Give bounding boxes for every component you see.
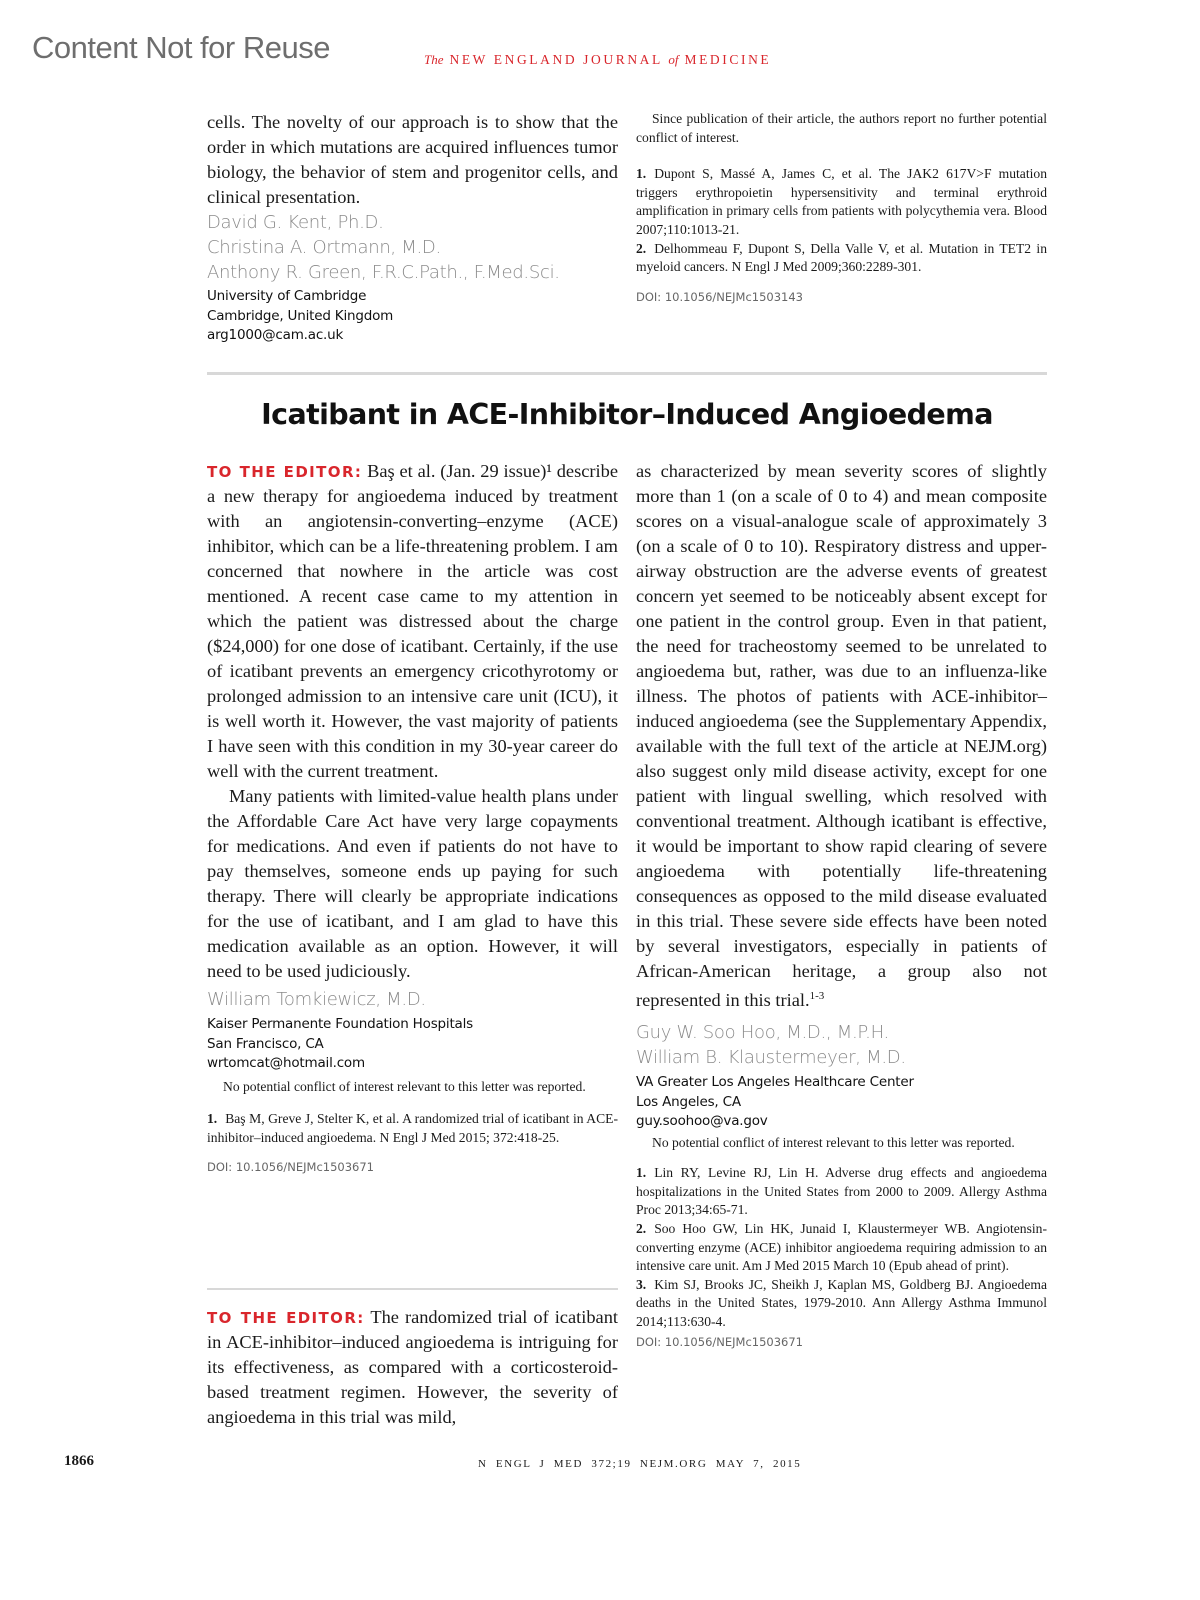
prev-letter-right (636, 110, 1047, 305)
affiliation: VA Greater Los Angeles Healthcare Center (636, 1074, 914, 1091)
reference-item (636, 240, 1047, 277)
conflict-statement: No potential conflict of interest relevant to this letter was reported. (223, 1078, 586, 1094)
ref-text: Baş M, Greve J, Stelter K, et al. A randomized trial of icatibant in ACE-inhibitor–induced angioedema. N Engl J Med 2015; 372:418-25. (207, 1111, 618, 1145)
author: Guy W. Soo Hoo, M.D., M.P.H. (636, 1022, 889, 1044)
conflict-statement: Since publication of their article, the authors report no further potential conflict of interest. (636, 111, 1047, 145)
doi: DOI: 10.1056/NEJMc1503671 (207, 1160, 374, 1175)
citation-superscript: 1-3 (809, 990, 825, 1002)
reference-item (636, 1276, 1047, 1332)
to-the-editor-label: TO THE EDITOR: (207, 1309, 365, 1327)
footer-citation (478, 1458, 801, 1470)
affiliation: San Francisco, CA (207, 1035, 324, 1052)
ref-number: 1. (636, 1165, 647, 1181)
letter-1 (207, 459, 618, 1175)
paragraph-text: Baş et al. (Jan. 29 issue)¹ describe a new therapy for angioedema induced by treatment with an angiotensin-converting–enzyme (ACE) inhibitor, which can be a life-threatening problem. I am concerned that nowhere in the article was cost mentioned. A recent case came to my attention in which the patient was distressed about the charge ($24,000) for one dose of icatibant. Certainly, if the use of icatibant prevents an emergency cricothyrotomy or prolonged admission to an intensive care unit (ICU), it is well worth it. However, the vast majority of patients I have seen with this condition in my 30-year career do well with the current treatment. (207, 461, 618, 781)
journal-name-1: NEW ENGLAND JOURNAL (449, 52, 663, 67)
author: Christina A. Ortmann, M.D. (207, 237, 441, 258)
email-link[interactable]: wrtomcat@hotmail.com (207, 1055, 365, 1071)
affiliation: University of Cambridge (207, 288, 367, 304)
article-title: Icatibant in ACE-Inhibitor–Induced Angioedema (261, 398, 993, 431)
author: Anthony R. Green, F.R.C.Path., F.Med.Sci. (207, 262, 560, 283)
ref-number: 2. (636, 1221, 647, 1236)
reference-item (636, 1220, 1047, 1276)
email-link[interactable]: guy.soohoo@va.gov (636, 1113, 768, 1130)
prev-letter-text: cells. The novelty of our approach is to show that the order in which mutations are acquired influences tumor biology, the behavior of stem and progenitor cells, and clinical presentation. (207, 112, 618, 207)
ref-text: Delhommeau F, Dupont S, Della Valle V, et al. Mutation in TET2 in myeloid cancers. N Engl J Med 2009;360:2289-301. (636, 240, 1047, 275)
reference-item (636, 1164, 1047, 1220)
ref-text: Dupont S, Massé A, James C, et al. The JAK2 617V>F mutation triggers erythropoietin hypersensitivity and terminal erythroid amplification in primary cells from patients with polycythemia vera. Blood 2007;110:1013-21. (636, 166, 1047, 237)
ref-text: Soo Hoo GW, Lin HK, Junaid I, Klaustermeyer WB. Angiotensin-converting enzyme (ACE) inhibitor angioedema requiring admission to an intensive care unit. Am J Med 2015 March 10 (Epub ahead of print). (636, 1221, 1047, 1274)
footer-site: NEJM.ORG (639, 1458, 708, 1470)
ref-number: 1. (207, 1111, 218, 1127)
journal-header (424, 52, 771, 68)
footer-date: MAY 7, 2015 (715, 1458, 802, 1470)
watermark: Content Not for Reuse (32, 30, 330, 65)
ref-number: 1. (636, 166, 647, 182)
letter-paragraph: Many patients with limited-value health plans under the Affordable Care Act have very large copayments for medications. And even if patients do not have to pay themselves, someone ends up paying for such therapy. There will clearly be appropriate indications for the use of icatibant, and I am glad to have this medication available as an option. However, it will need to be used judiciously. (207, 786, 618, 981)
author: William B. Klaustermeyer, M.D. (636, 1047, 906, 1069)
section-divider (207, 372, 1047, 375)
to-the-editor-label: TO THE EDITOR: (207, 463, 363, 481)
doi: DOI: 10.1056/NEJMc1503671 (636, 1334, 803, 1349)
author: David G. Kent, Ph.D. (207, 212, 384, 233)
prev-letter-left (207, 110, 618, 346)
letter-paragraph (636, 459, 1047, 1013)
footer-citation-text: N ENGL J MED 372;19 (478, 1458, 632, 1470)
letter-divider (207, 1288, 618, 1290)
doi: DOI: 10.1056/NEJMc1503143 (636, 289, 803, 304)
ref-text: Kim SJ, Brooks JC, Sheikh J, Kaplan MS, Goldberg BJ. Angioedema deaths in the United States, 1979-2010. Ann Allergy Asthma Immunol 2014;113:630-4. (636, 1276, 1047, 1329)
conflict-statement: No potential conflict of interest relevant to this letter was reported. (652, 1134, 1015, 1150)
journal-pre: The (424, 52, 444, 67)
letter-2-right (636, 459, 1047, 1350)
ref-text: Lin RY, Levine RJ, Lin H. Adverse drug effects and angioedema hospitalizations in the United States from 2000 to 2009. Allergy Asthma Proc 2013;34:65-71. (636, 1165, 1047, 1218)
paragraph-text: as characterized by mean severity scores of slightly more than 1 (on a scale of 0 to 4) and mean composite scores on a visual-analogue scale of approximately 3 (on a scale of 0 to 10). Respiratory distress and upper-airway obstruction are the adverse events of greatest concern yet seemed to be noticeably absent except for one patient in the control group. Even in that patient, the need for tracheostomy seemed to be unrelated to angioedema but, rather, was due to an influenza-like illness. The photos of patients with ACE-inhibitor–induced angioedema (see the Supplementary Appendix, available with the full text of the article at NEJM.org) also suggest only mild disease activity, except for one patient with lingual swelling, which resolved with conventional treatment. Although icatibant is effective, it would be important to show rapid clearing of severe angioedema with potentially life-threatening consequences as opposed to the mild disease evaluated in this trial. These severe side effects have been noted by several investigators, especially in patients of African-American heritage, a group also not represented in this trial. (636, 461, 1047, 1011)
journal-name-2: MEDICINE (684, 52, 772, 67)
letter-paragraph (207, 459, 618, 784)
affiliation: Kaiser Permanente Foundation Hospitals (207, 1016, 473, 1032)
author: William Tomkiewicz, M.D. (207, 989, 426, 1010)
affiliation: Los Angeles, CA (636, 1093, 741, 1110)
letter-2-left (207, 1305, 618, 1430)
letter-paragraph (207, 1305, 618, 1430)
email-link[interactable]: arg1000@cam.ac.uk (207, 327, 344, 343)
reference-item (636, 165, 1047, 239)
paragraph-text: The randomized trial of icatibant in ACE-inhibitor–induced angioedema is intriguing for its effectiveness, as compared with a corticosteroid-based treatment regimen. However, the severity of angioedema in this trial was mild, (207, 1307, 619, 1427)
ref-number: 2. (636, 240, 647, 256)
page-number: 1866 (64, 1453, 94, 1469)
affiliation: Cambridge, United Kingdom (207, 307, 394, 324)
ref-number: 3. (636, 1276, 647, 1292)
reference-item (207, 1110, 618, 1147)
journal-of: of (668, 52, 679, 67)
